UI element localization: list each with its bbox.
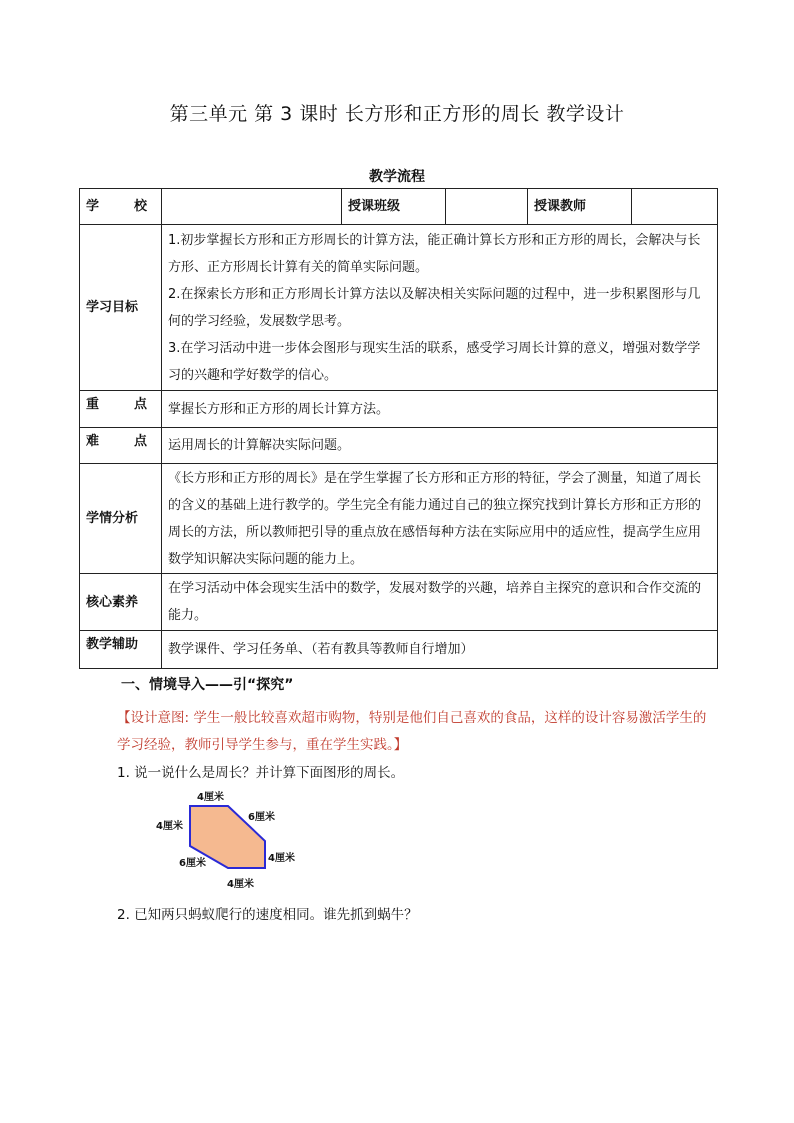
flow-title: 教学流程 (369, 169, 425, 185)
objectives-label: 学习目标 (80, 225, 162, 391)
difficulty-label: 难 点 (80, 428, 162, 464)
literacy-text: 在学习活动中体会现实生活中的数学，发展对数学的兴趣，培养自主探究的意识和合作交流的能力。 (162, 574, 718, 631)
table-row (80, 428, 718, 464)
lesson-plan-table (79, 188, 718, 669)
teacher-value (632, 189, 718, 225)
page-title: 第三单元 第 3 课时 长方形和正方形的周长 教学设计 (169, 103, 625, 125)
design-intent: 【设计意图: 学生一般比较喜欢超市购物，特别是他们自己喜欢的食品，这样的设计容易激活学生的学习经验，教师引导学生参与，重在学生实践。】 (117, 710, 707, 753)
analysis-label: 学情分析 (80, 464, 162, 574)
label-upper-right: 6厘米 (248, 812, 275, 823)
question-2: 2. 已知两只蚂蚁爬行的速度相同。谁先抓到蜗牛？ (117, 907, 418, 923)
school-value (162, 189, 342, 225)
question-1: 1. 说一说什么是周长？并计算下面图形的周长。 (117, 765, 405, 781)
key-point-text: 掌握长方形和正方形的周长计算方法。 (162, 391, 718, 428)
key-point-label: 重 点 (80, 391, 162, 428)
table-row (80, 391, 718, 428)
objective-item: 3.在学习活动中进一步体会图形与现实生活的联系，感受学习周长计算的意义，增强对数学学习的兴趣和学好数学的信心。 (168, 340, 701, 383)
objectives-cell (162, 225, 718, 391)
octagon-figure (150, 786, 320, 896)
label-lower-left: 6厘米 (179, 858, 206, 869)
label-left: 4厘米 (156, 821, 183, 832)
table-row (80, 189, 718, 225)
label-bottom: 4厘米 (227, 879, 254, 890)
teacher-label: 授课教师 (528, 189, 632, 225)
label-top: 4厘米 (197, 792, 224, 803)
section-heading: 一、情境导入——引“探究” (121, 677, 294, 693)
objective-item: 2.在探索长方形和正方形周长计算方法以及解决相关实际问题的过程中，进一步积累图形与几何的学习经验，发展数学思考。 (168, 286, 701, 329)
table-row (80, 464, 718, 574)
class-label: 授课班级 (342, 189, 446, 225)
label-right: 4厘米 (268, 853, 295, 864)
literacy-label: 核心素养 (80, 574, 162, 631)
objective-item: 1.初步掌握长方形和正方形周长的计算方法，能正确计算长方形和正方形的周长，会解决与长方形、正方形周长计算有关的简单实际问题。 (168, 232, 701, 275)
difficulty-text: 运用周长的计算解决实际问题。 (162, 428, 718, 464)
school-label: 学 校 (80, 189, 162, 225)
aids-text: 教学课件、学习任务单、（若有教具等教师自行增加） (162, 631, 718, 669)
aids-label: 教学辅助 (80, 631, 162, 669)
analysis-text: 《长方形和正方形的周长》是在学生掌握了长方形和正方形的特征，学会了测量，知道了周长的含义的基础上进行教学的。学生完全有能力通过自己的独立探究找到计算长方形和正方形的周长的方法，所以教师把引导的重点放在感悟每种方法在实际应用中的适应性，提高学生应用数学知识解决实际问题的能力上。 (162, 464, 718, 574)
table-row (80, 574, 718, 631)
table-row (80, 631, 718, 669)
class-value (446, 189, 528, 225)
table-row (80, 225, 718, 391)
